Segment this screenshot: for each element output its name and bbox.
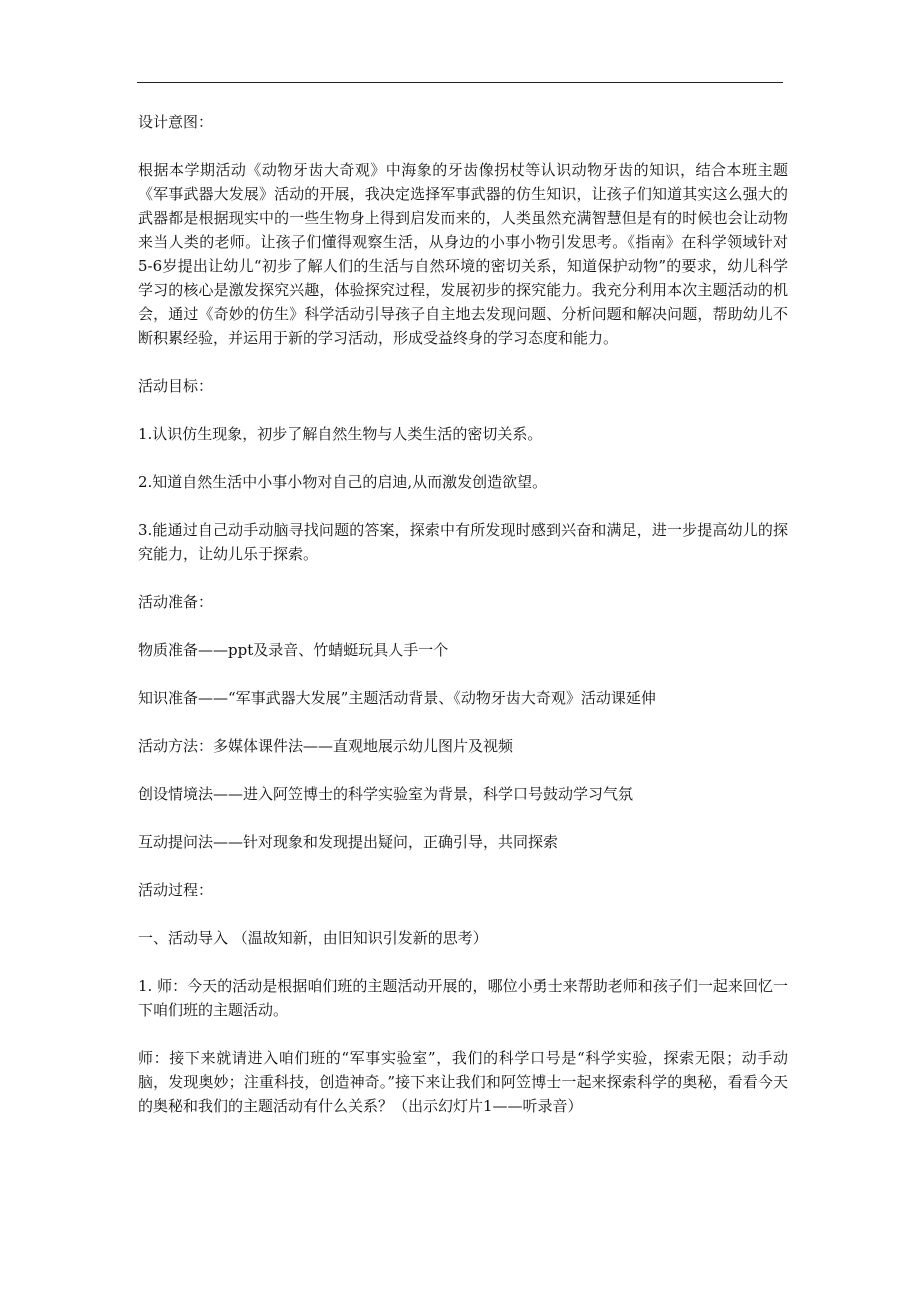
method-scene: 创设情境法——进入阿笠博士的科学实验室为背景，科学口号鼓动学习气氛	[138, 785, 634, 803]
prep-knowledge: 知识准备——“军事武器大发展”主题活动背景、《动物牙齿大奇观》活动课延伸	[138, 689, 656, 707]
prep-heading: 活动准备：	[138, 593, 214, 611]
header-rule	[137, 82, 783, 83]
step-1-heading: 一、活动导入 （温故知新，由旧知识引发新的思考）	[138, 929, 488, 947]
prep-material: 物质准备——ppt及录音、竹蜻蜓玩具人手一个	[138, 641, 449, 659]
goals-heading: 活动目标：	[138, 377, 214, 395]
method-question: 互动提问法——针对现象和发现提出疑问，正确引导，共同探索	[138, 833, 559, 851]
goal-item-3: 3.能通过自己动手动脑寻找问题的答案，探索中有所发现时感到兴奋和满足，进一步提高幼儿的探究能力，让幼儿乐于探索。	[138, 521, 788, 563]
step-1-paragraph-1: 1. 师：今天的活动是根据咱们班的主题活动开展的，哪位小勇士来帮助老师和孩子们一起来回忆一下咱们班的主题活动。	[138, 977, 788, 1019]
document-body	[138, 110, 788, 1142]
design-intent-heading: 设计意图：	[138, 113, 214, 131]
goal-item-1: 1.认识仿生现象，初步了解自然生物与人类生活的密切关系。	[138, 425, 543, 443]
process-heading: 活动过程：	[138, 881, 214, 899]
goal-item-2: 2.知道自然生活中小事小物对自己的启迪,从而激发创造欲望。	[138, 473, 548, 491]
step-1-paragraph-2: 师：接下来就请进入咱们班的“军事实验室”，我们的科学口号是“科学实验，探索无限；动手动脑，发现奥妙；注重科技，创造神奇。”接下来让我们和阿笠博士一起来探索科学的奥秘，看看今天的奥秘和我们的主题活动有什么关系？（出示幻灯片1——听录音）	[138, 1049, 788, 1115]
design-intent-paragraph: 根据本学期活动《动物牙齿大奇观》中海象的牙齿像拐杖等认识动物牙齿的知识，结合本班主题《军事武器大发展》活动的开展，我决定选择军事武器的仿生知识，让孩子们知道其实这么强大的武器都是根据现实中的一些生物身上得到启发而来的，人类虽然充满智慧但是有的时候也会让动物来当人类的老师。让孩子们懂得观察生活，从身边的小事小物引发思考。《指南》在科学领域针对5-6岁提出让幼儿“初步了解人们的生活与自然环境的密切关系，知道保护动物”的要求，幼儿科学学习的核心是激发探究兴趣，体验探究过程，发展初步的探究能力。我充分利用本次主题活动的机会，通过《奇妙的仿生》科学活动引导孩子自主地去发现问题、分析问题和解决问题，帮助幼儿不断积累经验，并运用于新的学习活动，形成受益终身的学习态度和能力。	[138, 161, 788, 347]
method-media: 活动方法：多媒体课件法——直观地展示幼儿图片及视频	[138, 737, 514, 755]
